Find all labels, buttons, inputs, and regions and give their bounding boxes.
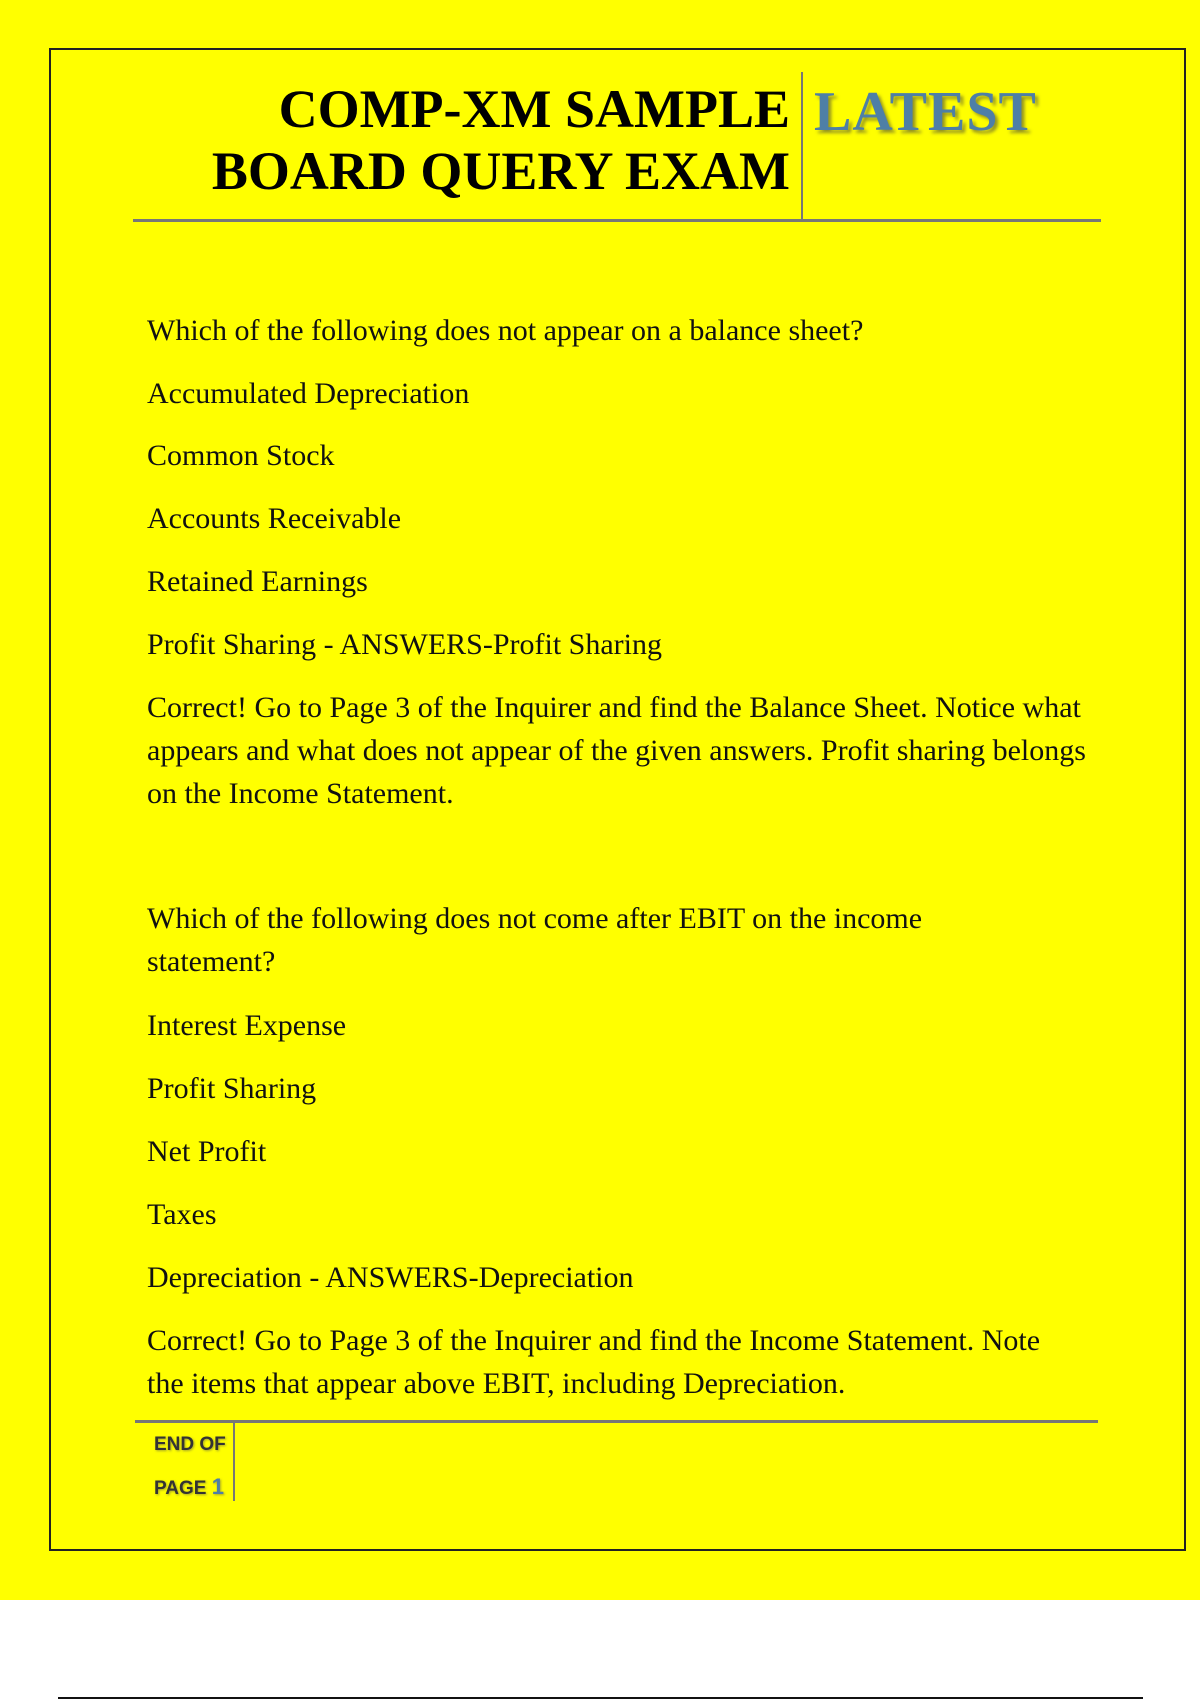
question-2-explanation: Correct! Go to Page 3 of the Inquirer and find the Income Statement. Note the items that appear above EBIT, including Depreciation. [147, 1324, 1041, 1400]
question-1-explanation: Correct! Go to Page 3 of the Inquirer and find the Balance Sheet. Notice what appears and what does not appear of the given answers. Profit sharing belongs on the Income Statement. [147, 691, 1086, 810]
header-rule [133, 219, 1101, 222]
question-2-option-2: Profit Sharing [147, 1072, 317, 1105]
question-1-option-2: Common Stock [147, 439, 335, 472]
page-title [140, 78, 790, 202]
footer-line-2 [154, 1466, 226, 1510]
page-number: 1 [211, 1474, 224, 1499]
question-1-option-4: Retained Earnings [147, 565, 368, 598]
footer-page-word: PAGE [154, 1478, 207, 1499]
latest-tag: LATEST [814, 81, 1037, 143]
title-line-2: BOARD QUERY EXAM [211, 141, 790, 201]
bottom-rule [58, 1697, 1143, 1699]
footer-divider [233, 1423, 235, 1501]
question-1-text: Which of the following does not appear on a balance sheet? [147, 314, 864, 347]
question-2-answer: Depreciation - ANSWERS-Depreciation [147, 1261, 634, 1294]
question-2-option-1: Interest Expense [147, 1009, 347, 1042]
question-2-option-3: Net Profit [147, 1135, 267, 1168]
question-1-option-1: Accumulated Depreciation [147, 377, 470, 410]
title-line-1: COMP-XM SAMPLE [278, 79, 790, 139]
header-divider [801, 72, 803, 220]
question-2-option-4: Taxes [147, 1198, 217, 1231]
footer-rule [135, 1420, 1098, 1423]
question-1-answer: Profit Sharing - ANSWERS-Profit Sharing [147, 628, 662, 661]
question-1-option-3: Accounts Receivable [147, 502, 402, 535]
footer-line-1: END OF [154, 1434, 226, 1455]
question-2-text: Which of the following does not come after EBIT on the income statement? [147, 902, 923, 978]
end-of-page-label [154, 1424, 226, 1510]
